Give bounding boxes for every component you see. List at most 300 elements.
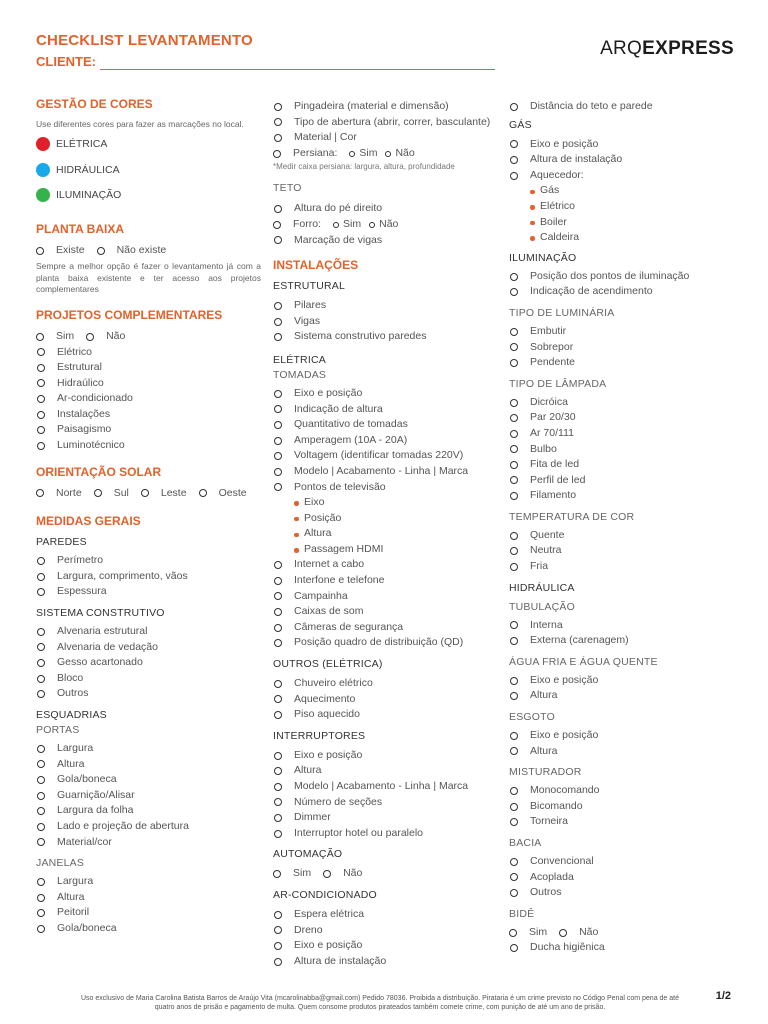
checkbox-circle[interactable]: [510, 803, 518, 811]
checkbox-circle[interactable]: [510, 677, 518, 685]
checkbox-circle[interactable]: [510, 359, 518, 367]
checkbox-circle[interactable]: [510, 563, 518, 571]
checkbox-circle[interactable]: [274, 798, 282, 806]
checklist-item-label: Tipo de abertura (abrir, correr, basculante): [294, 115, 491, 128]
checkbox-circle[interactable]: [274, 942, 282, 950]
checklist-item[interactable]: [273, 763, 498, 779]
checkbox-circle[interactable]: [510, 430, 518, 438]
checklist-item[interactable]: [509, 442, 734, 458]
checklist-item[interactable]: [509, 395, 734, 411]
checklist-item-label: Aquecimento: [294, 692, 356, 705]
teto-list-2: [273, 233, 498, 249]
esgoto-list: [509, 728, 734, 759]
checklist-item[interactable]: [273, 635, 498, 651]
checkbox-circle[interactable]: [274, 437, 282, 445]
option-sul[interactable]: Sul: [94, 486, 129, 502]
checklist-item[interactable]: [509, 799, 734, 815]
option-oeste[interactable]: Oeste: [199, 486, 247, 502]
checkbox-circle[interactable]: [274, 783, 282, 791]
persiana-sim[interactable]: Sim: [349, 146, 377, 162]
checkbox-circle[interactable]: [37, 792, 45, 800]
checklist-item[interactable]: [36, 584, 261, 600]
ar-cont-list: [509, 99, 734, 115]
checkbox-circle[interactable]: [274, 483, 282, 491]
option-existe[interactable]: Existe: [36, 243, 85, 259]
checkbox-circle[interactable]: [510, 547, 518, 555]
checklist-item[interactable]: [273, 233, 498, 249]
checklist-item[interactable]: [273, 115, 498, 131]
checklist-item[interactable]: [273, 314, 498, 330]
checklist-item[interactable]: [36, 624, 261, 640]
section-title-planta: PLANTA BAIXA: [36, 221, 124, 236]
checkbox-circle[interactable]: [141, 489, 149, 497]
subsection-luminaria: TIPO DE LUMINÁRIA: [509, 306, 615, 319]
checklist-item[interactable]: [36, 655, 261, 671]
checkbox-circle[interactable]: [37, 925, 45, 933]
checkbox-circle[interactable]: [274, 333, 282, 341]
persiana-checkbox[interactable]: Persiana:: [273, 146, 337, 162]
checkbox-circle[interactable]: [510, 889, 518, 897]
checklist-item[interactable]: [36, 757, 261, 773]
checklist-item[interactable]: [36, 819, 261, 835]
subsection-portas: PORTAS: [36, 724, 80, 736]
checkbox-circle[interactable]: [510, 873, 518, 881]
checkbox-circle[interactable]: [274, 767, 282, 775]
checklist-item[interactable]: [509, 744, 734, 760]
footer-line-1: Uso exclusivo de Maria Carolina Batista Barros de Araújo Vita (mcarolinabba@gmail.com) Pedido 78036. Proibida a distribuição. Pirataria é um crime previsto no Código Penal com pena de até: [80, 995, 679, 1002]
checkbox-circle[interactable]: [274, 680, 282, 688]
checkbox-circle[interactable]: [37, 675, 45, 683]
checkbox-circle[interactable]: [37, 588, 45, 596]
column-3: [509, 99, 734, 956]
checklist-item[interactable]: [273, 298, 498, 314]
checklist-item[interactable]: [36, 772, 261, 788]
checklist-item-label: Outros: [57, 687, 89, 700]
checkbox-circle[interactable]: [510, 818, 518, 826]
checklist-item[interactable]: [273, 329, 498, 345]
checklist-item[interactable]: [36, 407, 261, 423]
checkbox-circle[interactable]: [274, 318, 282, 326]
checkbox-circle[interactable]: [273, 221, 281, 229]
checkbox-circle[interactable]: [349, 151, 355, 157]
checklist-item[interactable]: [36, 360, 261, 376]
checklist-item[interactable]: [36, 788, 261, 804]
checkbox-circle[interactable]: [274, 302, 282, 310]
bullet-dot-icon: [530, 190, 535, 195]
bullet-item-label: Gás: [540, 184, 560, 197]
checklist-item[interactable]: [36, 640, 261, 656]
checkbox-circle[interactable]: [94, 489, 102, 497]
checklist-item[interactable]: [273, 938, 498, 954]
checkbox-circle[interactable]: [559, 929, 567, 937]
bullet-dot-icon: [294, 548, 299, 553]
checkbox-circle[interactable]: [510, 103, 518, 111]
checkbox-circle[interactable]: [36, 247, 44, 255]
subsection-lampada: TIPO DE LÂMPADA: [509, 377, 607, 390]
checkbox-circle[interactable]: [273, 870, 281, 878]
checklist-item-label: Altura de instalação: [294, 954, 387, 967]
checkbox-circle[interactable]: [37, 411, 45, 419]
checkbox-circle[interactable]: [510, 273, 518, 281]
checklist-item[interactable]: [36, 569, 261, 585]
checkbox-circle[interactable]: [274, 830, 282, 838]
checklist-item[interactable]: [509, 940, 734, 956]
checklist-item[interactable]: [273, 604, 498, 620]
temperatura-list: [509, 528, 734, 575]
checkbox-circle[interactable]: [36, 333, 44, 341]
checkbox-circle[interactable]: [333, 222, 339, 228]
checklist-item[interactable]: [36, 905, 261, 921]
teto-list-1: [273, 201, 498, 217]
checkbox-circle[interactable]: [274, 577, 282, 585]
checklist-item-label: Voltagem (identificar tomadas 220V): [294, 449, 464, 462]
checklist-item[interactable]: [36, 376, 261, 392]
checklist-item[interactable]: [273, 573, 498, 589]
sistema-list: [36, 624, 261, 702]
checklist-item[interactable]: [509, 152, 734, 168]
misturador-list: [509, 783, 734, 830]
color-label: ELÉTRICA: [56, 138, 108, 151]
checklist-item[interactable]: [36, 874, 261, 890]
checkbox-circle[interactable]: [510, 476, 518, 484]
checklist-item-label: Eixo e posição: [294, 748, 363, 761]
color-label: ILUMINAÇÃO: [56, 189, 122, 202]
checkbox-circle[interactable]: [510, 732, 518, 740]
checkbox-circle[interactable]: [510, 399, 518, 407]
checklist-item[interactable]: [36, 438, 261, 454]
checklist-item[interactable]: [509, 885, 734, 901]
bullet-dot-icon: [294, 501, 299, 506]
persiana-nao[interactable]: Não: [385, 146, 414, 162]
checkbox-circle[interactable]: [510, 461, 518, 469]
checkbox-circle[interactable]: [274, 236, 282, 244]
checklist-item[interactable]: [273, 923, 498, 939]
checklist-item[interactable]: [509, 559, 734, 575]
checklist-item[interactable]: [509, 355, 734, 371]
option-nao-existe[interactable]: Não existe: [97, 243, 167, 259]
bullet-dot-icon: [294, 517, 299, 522]
checklist-item-label: Eixo e posição: [294, 386, 363, 399]
checkbox-circle[interactable]: [274, 421, 282, 429]
checklist-item[interactable]: [509, 269, 734, 285]
checkbox-circle[interactable]: [323, 870, 331, 878]
checkbox-circle[interactable]: [510, 140, 518, 148]
option-nao[interactable]: Não: [86, 329, 125, 345]
checklist-item-label: Perímetro: [57, 554, 104, 567]
checklist-item[interactable]: [509, 284, 734, 300]
checkbox-circle[interactable]: [274, 103, 282, 111]
checklist-item[interactable]: [273, 954, 498, 970]
checkbox-circle[interactable]: [274, 624, 282, 632]
checkbox-circle[interactable]: [274, 639, 282, 647]
checkbox-circle[interactable]: [97, 247, 105, 255]
checkbox-circle[interactable]: [37, 426, 45, 434]
checkbox-circle[interactable]: [37, 690, 45, 698]
color-label: HIDRÁULICA: [56, 163, 120, 176]
checklist-item-label: Altura: [530, 689, 558, 702]
checkbox-circle[interactable]: [510, 637, 518, 645]
checkbox-circle[interactable]: [37, 573, 45, 581]
checklist-item[interactable]: [509, 410, 734, 426]
checklist-item-label: Pendente: [530, 356, 575, 369]
checkbox-circle[interactable]: [510, 492, 518, 500]
checkbox-circle[interactable]: [274, 405, 282, 413]
checkbox-circle[interactable]: [274, 561, 282, 569]
checklist-item[interactable]: [273, 433, 498, 449]
subsection-esgoto: ESGOTO: [509, 711, 555, 724]
bullet-item: [273, 526, 498, 542]
checkbox-circle[interactable]: [510, 944, 518, 952]
checklist-item-label: Marcação de vigas: [294, 233, 383, 246]
checkbox-circle[interactable]: [274, 911, 282, 919]
checklist-item[interactable]: [273, 480, 498, 496]
checklist-item[interactable]: [509, 728, 734, 744]
option-sim[interactable]: Sim: [36, 329, 74, 345]
checklist-item-label: Filamento: [530, 489, 577, 502]
checklist-item[interactable]: [273, 99, 498, 115]
checklist-item[interactable]: [509, 168, 734, 184]
bullet-item-label: Caldeira: [540, 231, 580, 244]
checklist-item[interactable]: [273, 589, 498, 605]
checklist-item[interactable]: [273, 130, 498, 146]
automacao-sim[interactable]: Sim: [273, 866, 311, 882]
checkbox-circle[interactable]: [274, 468, 282, 476]
checklist-item-label: Paisagismo: [57, 423, 112, 436]
checklist-item-label: Luminotécnico: [57, 439, 125, 452]
checklist-item[interactable]: [509, 673, 734, 689]
checklist-item[interactable]: [273, 620, 498, 636]
checklist-item[interactable]: [273, 748, 498, 764]
checkbox-circle[interactable]: [274, 452, 282, 460]
checklist-item[interactable]: [509, 457, 734, 473]
page-title: CHECKLIST LEVANTAMENTO: [36, 32, 253, 49]
checkbox-circle[interactable]: [37, 348, 45, 356]
checkbox-circle[interactable]: [86, 333, 94, 341]
checklist-item[interactable]: [509, 137, 734, 153]
checklist-item[interactable]: [36, 671, 261, 687]
checklist-item-label: Fita de led: [530, 458, 580, 471]
checkbox-circle[interactable]: [199, 489, 207, 497]
checkbox-circle[interactable]: [37, 557, 45, 565]
color-swatch: [36, 163, 50, 177]
checklist-item[interactable]: [36, 686, 261, 702]
checklist-item-label: Convencional: [530, 855, 594, 867]
checkbox-circle[interactable]: [510, 787, 518, 795]
checklist-item[interactable]: [36, 422, 261, 438]
cliente-input-line[interactable]: [100, 69, 495, 70]
checklist-item[interactable]: [273, 810, 498, 826]
checklist-item-label: Eixo e posição: [294, 939, 363, 952]
checklist-item-label: Fria: [530, 560, 549, 573]
checklist-item-label: Estrutural: [57, 361, 102, 374]
color-legend-item: [36, 136, 261, 162]
checklist-item[interactable]: [36, 391, 261, 407]
checklist-item-label: Quente: [530, 528, 565, 541]
checklist-item[interactable]: [36, 890, 261, 906]
checkbox-circle[interactable]: [274, 205, 282, 213]
checkbox-circle[interactable]: [510, 747, 518, 755]
checklist-item[interactable]: [509, 324, 734, 340]
checkbox-circle[interactable]: [274, 390, 282, 398]
checkbox-circle[interactable]: [37, 838, 45, 846]
bide-options: [509, 925, 734, 941]
checkbox-circle[interactable]: [36, 489, 44, 497]
subsection-automacao: AUTOMAÇÃO: [273, 848, 343, 861]
checklist-item[interactable]: [273, 402, 498, 418]
checkbox-circle[interactable]: [510, 288, 518, 296]
checklist-item-label: Gola/boneca: [57, 773, 117, 786]
checklist-item[interactable]: [273, 692, 498, 708]
checklist-item[interactable]: [36, 835, 261, 851]
checklist-item-label: Dimmer: [294, 811, 331, 824]
checkbox-circle[interactable]: [37, 395, 45, 403]
bide-nao[interactable]: Não: [559, 925, 598, 941]
tv-bullets: [273, 495, 498, 557]
option-leste[interactable]: Leste: [141, 486, 187, 502]
checklist-item[interactable]: [273, 676, 498, 692]
checkbox-circle[interactable]: [37, 760, 45, 768]
checklist-item[interactable]: [509, 688, 734, 704]
checkbox-circle[interactable]: [37, 364, 45, 372]
checklist-item[interactable]: [36, 345, 261, 361]
checklist-item-label: Bulbo: [530, 442, 557, 455]
checklist-item[interactable]: [273, 707, 498, 723]
checkbox-circle[interactable]: [274, 134, 282, 142]
checklist-item[interactable]: [509, 99, 734, 115]
bullet-item-label: Boiler: [540, 215, 567, 228]
forro-nao[interactable]: Não: [369, 217, 398, 233]
checklist-item-label: Interfone e telefone: [294, 574, 385, 587]
checkbox-circle[interactable]: [510, 414, 518, 422]
checkbox-circle[interactable]: [37, 894, 45, 902]
checklist-item[interactable]: [273, 826, 498, 842]
checkbox-circle[interactable]: [274, 608, 282, 616]
checkbox-circle[interactable]: [510, 692, 518, 700]
checklist-item[interactable]: [273, 795, 498, 811]
checklist-item-label: Largura da folha: [57, 804, 134, 817]
checkbox-circle[interactable]: [37, 643, 45, 651]
checklist-item[interactable]: [36, 803, 261, 819]
checkbox-circle[interactable]: [274, 711, 282, 719]
checklist-item[interactable]: [36, 741, 261, 757]
checkbox-circle[interactable]: [369, 222, 375, 228]
checkbox-circle[interactable]: [37, 776, 45, 784]
checklist-item[interactable]: [36, 921, 261, 937]
checkbox-circle[interactable]: [510, 172, 518, 180]
checklist-item-label: Altura de instalação: [530, 153, 623, 166]
checklist-item[interactable]: [273, 779, 498, 795]
checklist-item[interactable]: [509, 870, 734, 886]
checklist-item-label: Par 20/30: [530, 411, 576, 424]
checklist-item-label: Gola/boneca: [57, 921, 117, 934]
checklist-item-label: Eixo e posição: [530, 729, 599, 742]
checkbox-circle[interactable]: [274, 695, 282, 703]
bullet-item: [273, 542, 498, 558]
paredes-list: [36, 553, 261, 600]
checkbox-circle[interactable]: [510, 156, 518, 164]
checklist-item-label: Ducha higiênica: [530, 941, 605, 954]
checklist-item[interactable]: [273, 448, 498, 464]
checkbox-circle[interactable]: [37, 823, 45, 831]
checklist-item[interactable]: [273, 417, 498, 433]
color-swatch: [36, 137, 50, 151]
forro-sim[interactable]: Sim: [333, 217, 361, 233]
option-norte[interactable]: Norte: [36, 486, 82, 502]
checkbox-circle[interactable]: [37, 807, 45, 815]
checkbox-circle[interactable]: [37, 442, 45, 450]
checkbox-circle[interactable]: [510, 532, 518, 540]
checklist-item[interactable]: [509, 618, 734, 634]
checklist-item[interactable]: [509, 854, 734, 870]
checklist-item[interactable]: [509, 426, 734, 442]
checklist-item[interactable]: [273, 386, 498, 402]
checkbox-circle[interactable]: [37, 659, 45, 667]
checklist-item[interactable]: [36, 553, 261, 569]
checklist-item[interactable]: [509, 340, 734, 356]
checkbox-circle[interactable]: [37, 909, 45, 917]
checklist-item[interactable]: [273, 557, 498, 573]
subsection-estrutural: ESTRUTURAL: [273, 280, 346, 293]
footer-license: [40, 994, 720, 1012]
checklist-item-label: Eixo e posição: [530, 673, 599, 686]
checkbox-circle[interactable]: [274, 592, 282, 600]
page-number: 1/2: [715, 990, 731, 1002]
bide-sim[interactable]: Sim: [509, 925, 547, 941]
checkbox-circle[interactable]: [510, 328, 518, 336]
checkbox-circle[interactable]: [37, 745, 45, 753]
checklist-item[interactable]: [509, 814, 734, 830]
checkbox-circle[interactable]: [510, 445, 518, 453]
checklist-item-label: Sistema construtivo paredes: [294, 330, 427, 343]
checkbox-circle[interactable]: [274, 752, 282, 760]
checklist-item[interactable]: [509, 633, 734, 649]
checklist-item[interactable]: [509, 528, 734, 544]
checklist-item-label: Externa (carenagem): [530, 634, 629, 647]
checkbox-circle[interactable]: [509, 929, 517, 937]
checklist-item-label: Largura, comprimento, vãos: [57, 569, 188, 582]
checkbox-circle[interactable]: [510, 621, 518, 629]
checkbox-circle[interactable]: [510, 343, 518, 351]
checklist-item-label: Vigas: [294, 314, 321, 327]
checklist-item-label: Interna: [530, 618, 563, 631]
checklist-item-label: Eixo e posição: [530, 137, 599, 150]
checkbox-circle[interactable]: [37, 628, 45, 636]
checkbox-circle[interactable]: [510, 858, 518, 866]
subsection-eletrica: ELÉTRICA: [273, 353, 326, 366]
checklist-item[interactable]: [509, 473, 734, 489]
checklist-item[interactable]: [509, 783, 734, 799]
checklist-item-label: Material/cor: [57, 835, 112, 848]
bide-list: [509, 940, 734, 956]
checkbox-circle[interactable]: [274, 118, 282, 126]
checklist-item[interactable]: [273, 464, 498, 480]
checkbox-circle[interactable]: [37, 878, 45, 886]
checkbox-circle[interactable]: [37, 379, 45, 387]
checkbox-circle[interactable]: [274, 814, 282, 822]
automacao-nao[interactable]: Não: [323, 866, 362, 882]
forro-checkbox[interactable]: Forro:: [273, 217, 321, 233]
checkbox-circle[interactable]: [385, 151, 391, 157]
subsection-bide: BIDÊ: [509, 907, 535, 920]
checklist-item[interactable]: [509, 488, 734, 504]
checkbox-circle[interactable]: [274, 926, 282, 934]
checkbox-circle[interactable]: [274, 958, 282, 966]
checklist-item-label: Lado e projeção de abertura: [57, 819, 189, 832]
checkbox-circle[interactable]: [273, 150, 281, 158]
checklist-item[interactable]: [273, 201, 498, 217]
checklist-item[interactable]: [509, 543, 734, 559]
checklist-item[interactable]: [273, 907, 498, 923]
